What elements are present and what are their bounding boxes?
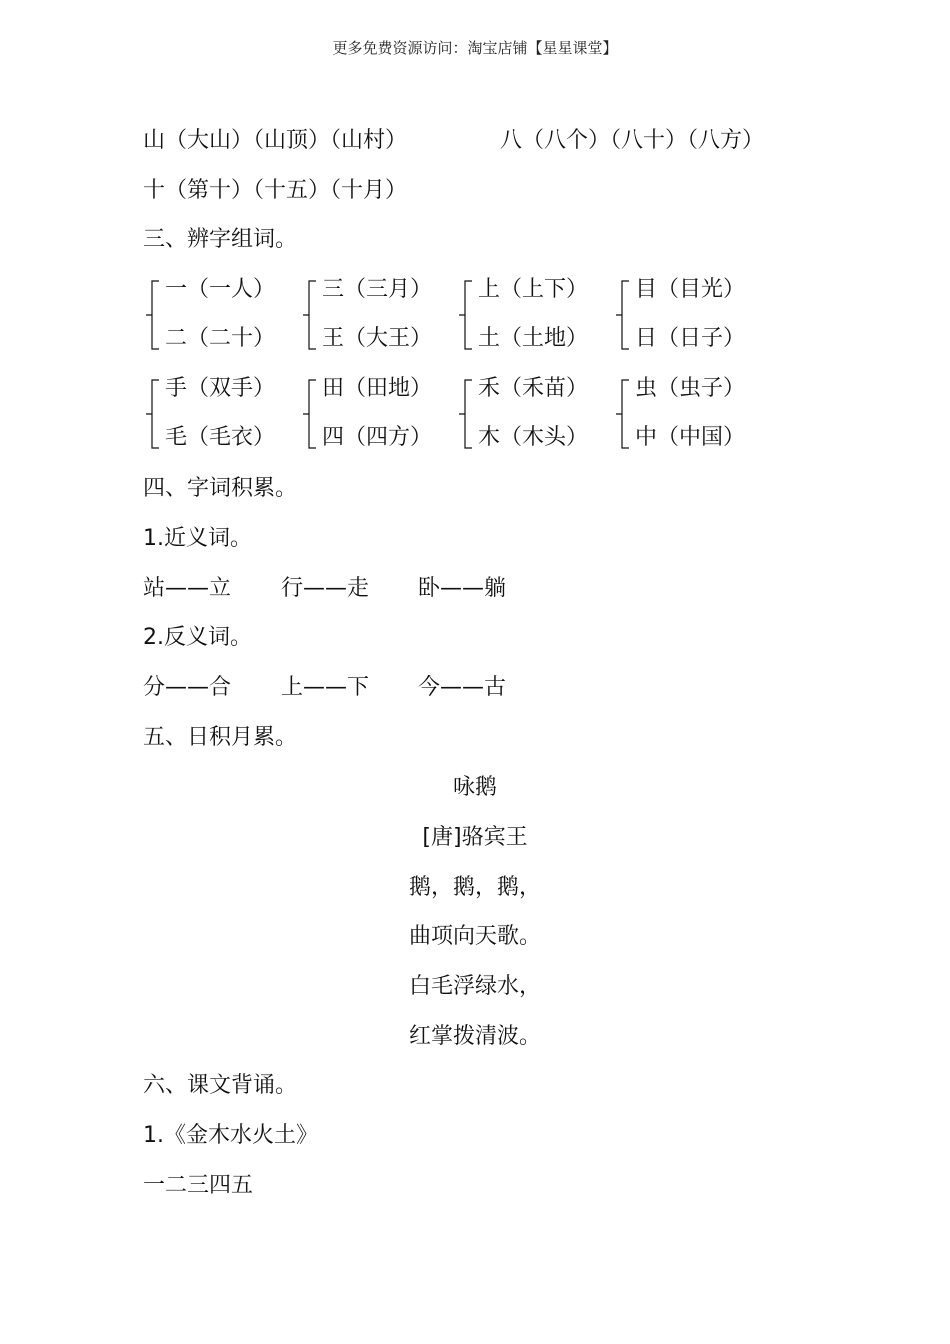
char-pair-7 [458, 375, 608, 455]
char-pair-word: 土（土地） [478, 326, 589, 351]
char-pair-word: 木（木头） [478, 425, 589, 450]
brace-icon [145, 377, 167, 451]
word-group-line-shi: 十（第十）（十五）（十月） [143, 178, 408, 203]
char-pair-word: 虫（虫子） [635, 376, 746, 401]
char-pair-6 [302, 375, 452, 455]
section-3-title: 三、辨字组词。 [143, 227, 298, 252]
synonym-pair: 行——走 [281, 576, 370, 601]
char-pair-3 [458, 276, 608, 356]
char-pair-4 [615, 276, 765, 356]
synonym-pair: 卧——躺 [418, 576, 507, 601]
recitation-line: 一二三四五 [143, 1173, 254, 1198]
char-pair-1 [145, 276, 295, 356]
word-group-line-ba: 八（八个）（八十）（八方） [500, 128, 765, 153]
antonym-pair: 上——下 [281, 675, 370, 700]
char-pair-2 [302, 276, 452, 356]
char-pair-8 [615, 375, 765, 455]
char-pair-5 [145, 375, 295, 455]
brace-icon [458, 278, 480, 352]
char-pair-word: 上（上下） [478, 277, 589, 302]
char-pair-word: 禾（禾苗） [478, 376, 589, 401]
char-pair-word: 一（一人） [165, 277, 276, 302]
char-pair-word: 目（目光） [635, 277, 746, 302]
poem-line: 鹅，鹅，鹅， [408, 875, 541, 900]
synonyms-title: 1.近义词。 [143, 526, 252, 551]
section-5-title: 五、日积月累。 [143, 725, 298, 750]
brace-icon [615, 377, 637, 451]
section-4-title: 四、字词积累。 [143, 476, 298, 501]
char-pair-word: 毛（毛衣） [165, 425, 276, 450]
char-pair-word: 四（四方） [322, 425, 433, 450]
antonyms-title: 2.反义词。 [143, 625, 252, 650]
antonym-pair: 分——合 [143, 675, 232, 700]
char-pair-word: 三（三月） [322, 277, 433, 302]
poem-line: 白毛浮绿水， [408, 974, 541, 999]
poem-line: 曲项向天歌。 [408, 924, 541, 949]
poem-title: 咏鹅 [452, 775, 497, 800]
char-pair-word: 手（双手） [165, 376, 276, 401]
brace-icon [302, 377, 324, 451]
recitation-item-title: 1.《金木水火土》 [143, 1123, 318, 1148]
brace-icon [458, 377, 480, 451]
antonym-pair: 今——古 [418, 675, 507, 700]
char-pair-word: 王（大王） [322, 326, 433, 351]
section-6-title: 六、课文背诵。 [143, 1073, 298, 1098]
page-header: 更多免费资源访问：淘宝店铺【星星课堂】 [332, 39, 618, 57]
word-group-line-shan: 山（大山）（山顶）（山村） [143, 128, 408, 153]
char-pair-word: 日（日子） [635, 326, 746, 351]
synonym-pair: 站——立 [143, 576, 232, 601]
brace-icon [302, 278, 324, 352]
brace-icon [615, 278, 637, 352]
char-pair-word: 田（田地） [322, 376, 433, 401]
poem-author: [唐]骆宾王 [422, 825, 528, 850]
poem-line: 红掌拨清波。 [408, 1024, 541, 1049]
char-pair-word: 中（中国） [635, 425, 746, 450]
char-pair-word: 二（二十） [165, 326, 276, 351]
brace-icon [145, 278, 167, 352]
